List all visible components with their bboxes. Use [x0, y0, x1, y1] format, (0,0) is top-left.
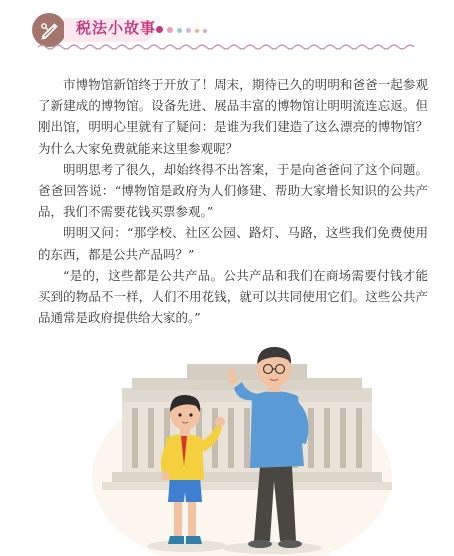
paragraph-4: “是的，这些都是公共产品。公共产品和我们在商场需要付钱才能买到的物品不一样，人们不用花钱，就可以共同使用它们。这些公共产品通常是政府提供给大家的。” — [38, 267, 428, 326]
story-text — [38, 74, 428, 328]
paragraph-3: 明明又问：“那学校、社区公园、路灯、马路，这些我们免费使用的东西，都是公共产品吗？” — [38, 225, 428, 262]
museum-building — [102, 364, 392, 490]
wavy-divider — [38, 42, 416, 52]
paragraph-2: 明明思考了很久，却始终得不出答案，于是向爸爸问了这个问题。爸爸回答说：“博物馆是政府为人们修建、帮助大家增长知识的公共产品，我们不需要花钱买票参观。” — [38, 161, 428, 220]
section-header — [0, 0, 454, 60]
section-title: 税法小故事 — [76, 19, 157, 37]
paragraph-1: 市博物馆新馆终于开放了！周末，期待已久的明明和爸爸一起参观了新建成的博物馆。设备先进、展品丰富的博物馆让明明流连忘返。但刚出馆，明明心里就有了疑问：是谁为我们建造了这么漂亮的博物馆？为什么大家免费就能来这里参观呢？ — [38, 77, 428, 156]
story-illustration — [92, 316, 392, 556]
pen-icon — [38, 19, 60, 41]
